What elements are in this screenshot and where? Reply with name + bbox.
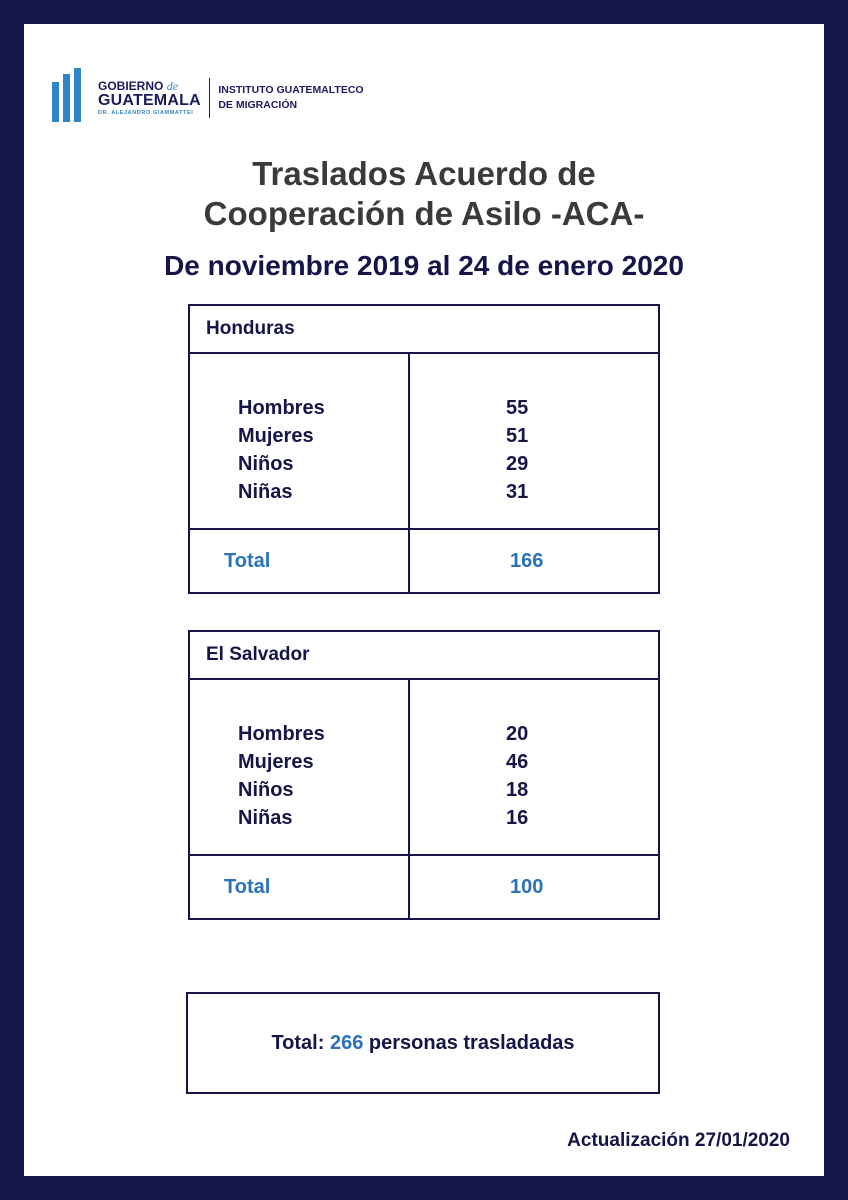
row-label: Mujeres [238, 751, 314, 773]
el-salvador-table [188, 630, 660, 920]
row-value: 51 [506, 425, 529, 447]
grand-total-suffix: personas trasladadas [368, 1031, 575, 1054]
table-total-row [190, 856, 658, 918]
row-label: Niñas [238, 481, 293, 503]
row-label: Niñas [238, 807, 293, 829]
value-column [410, 680, 658, 854]
institute-line-1: INSTITUTO GUATEMALTECO [218, 84, 364, 96]
row-label: Mujeres [238, 425, 314, 447]
logo-divider [209, 78, 211, 118]
institute-line-2: DE MIGRACIÓN [218, 99, 298, 111]
total-label: Total [190, 856, 410, 918]
row-value: 46 [506, 751, 529, 773]
government-logo [50, 68, 364, 128]
grand-total-number: 266 [329, 1031, 364, 1054]
grand-total-box [186, 992, 660, 1094]
row-label: Hombres [238, 397, 325, 419]
row-label: Niños [238, 453, 294, 475]
gobierno-text: GOBIERNO [98, 78, 164, 93]
document-page [24, 24, 824, 1176]
table-header: Honduras [190, 306, 658, 354]
table-header: El Salvador [190, 632, 658, 680]
table-body [190, 680, 658, 856]
table-body [190, 354, 658, 530]
grand-total-prefix: Total: [271, 1031, 325, 1054]
row-label: Hombres [238, 723, 325, 745]
table-total-row [190, 530, 658, 592]
total-value: 100 [510, 875, 544, 898]
page-title [24, 154, 824, 234]
row-label: Niños [238, 779, 294, 801]
row-value: 20 [506, 723, 529, 745]
label-column [190, 354, 410, 528]
label-column [190, 680, 410, 854]
honduras-table [188, 304, 660, 594]
row-value: 18 [506, 779, 529, 801]
institute-name [218, 83, 363, 113]
row-value: 31 [506, 481, 529, 503]
guatemala-text: GUATEMALA [98, 91, 201, 109]
value-column [410, 354, 658, 528]
total-label: Total [190, 530, 410, 592]
guatemala-bars-icon [50, 68, 90, 128]
row-value: 55 [506, 397, 529, 419]
date-range-subtitle: De noviembre 2019 al 24 de enero 2020 [164, 250, 684, 281]
president-text: DR. ALEJANDRO GIAMMATTEI [98, 109, 194, 116]
title-line-1: Traslados Acuerdo de [252, 155, 596, 192]
government-wordmark [98, 80, 201, 117]
row-value: 29 [506, 453, 529, 475]
row-value: 16 [506, 807, 529, 829]
update-date: Actualización 27/01/2020 [567, 1130, 790, 1151]
title-line-2: Cooperación de Asilo -ACA- [203, 195, 645, 232]
de-text: de [166, 78, 179, 93]
total-value: 166 [510, 549, 544, 572]
